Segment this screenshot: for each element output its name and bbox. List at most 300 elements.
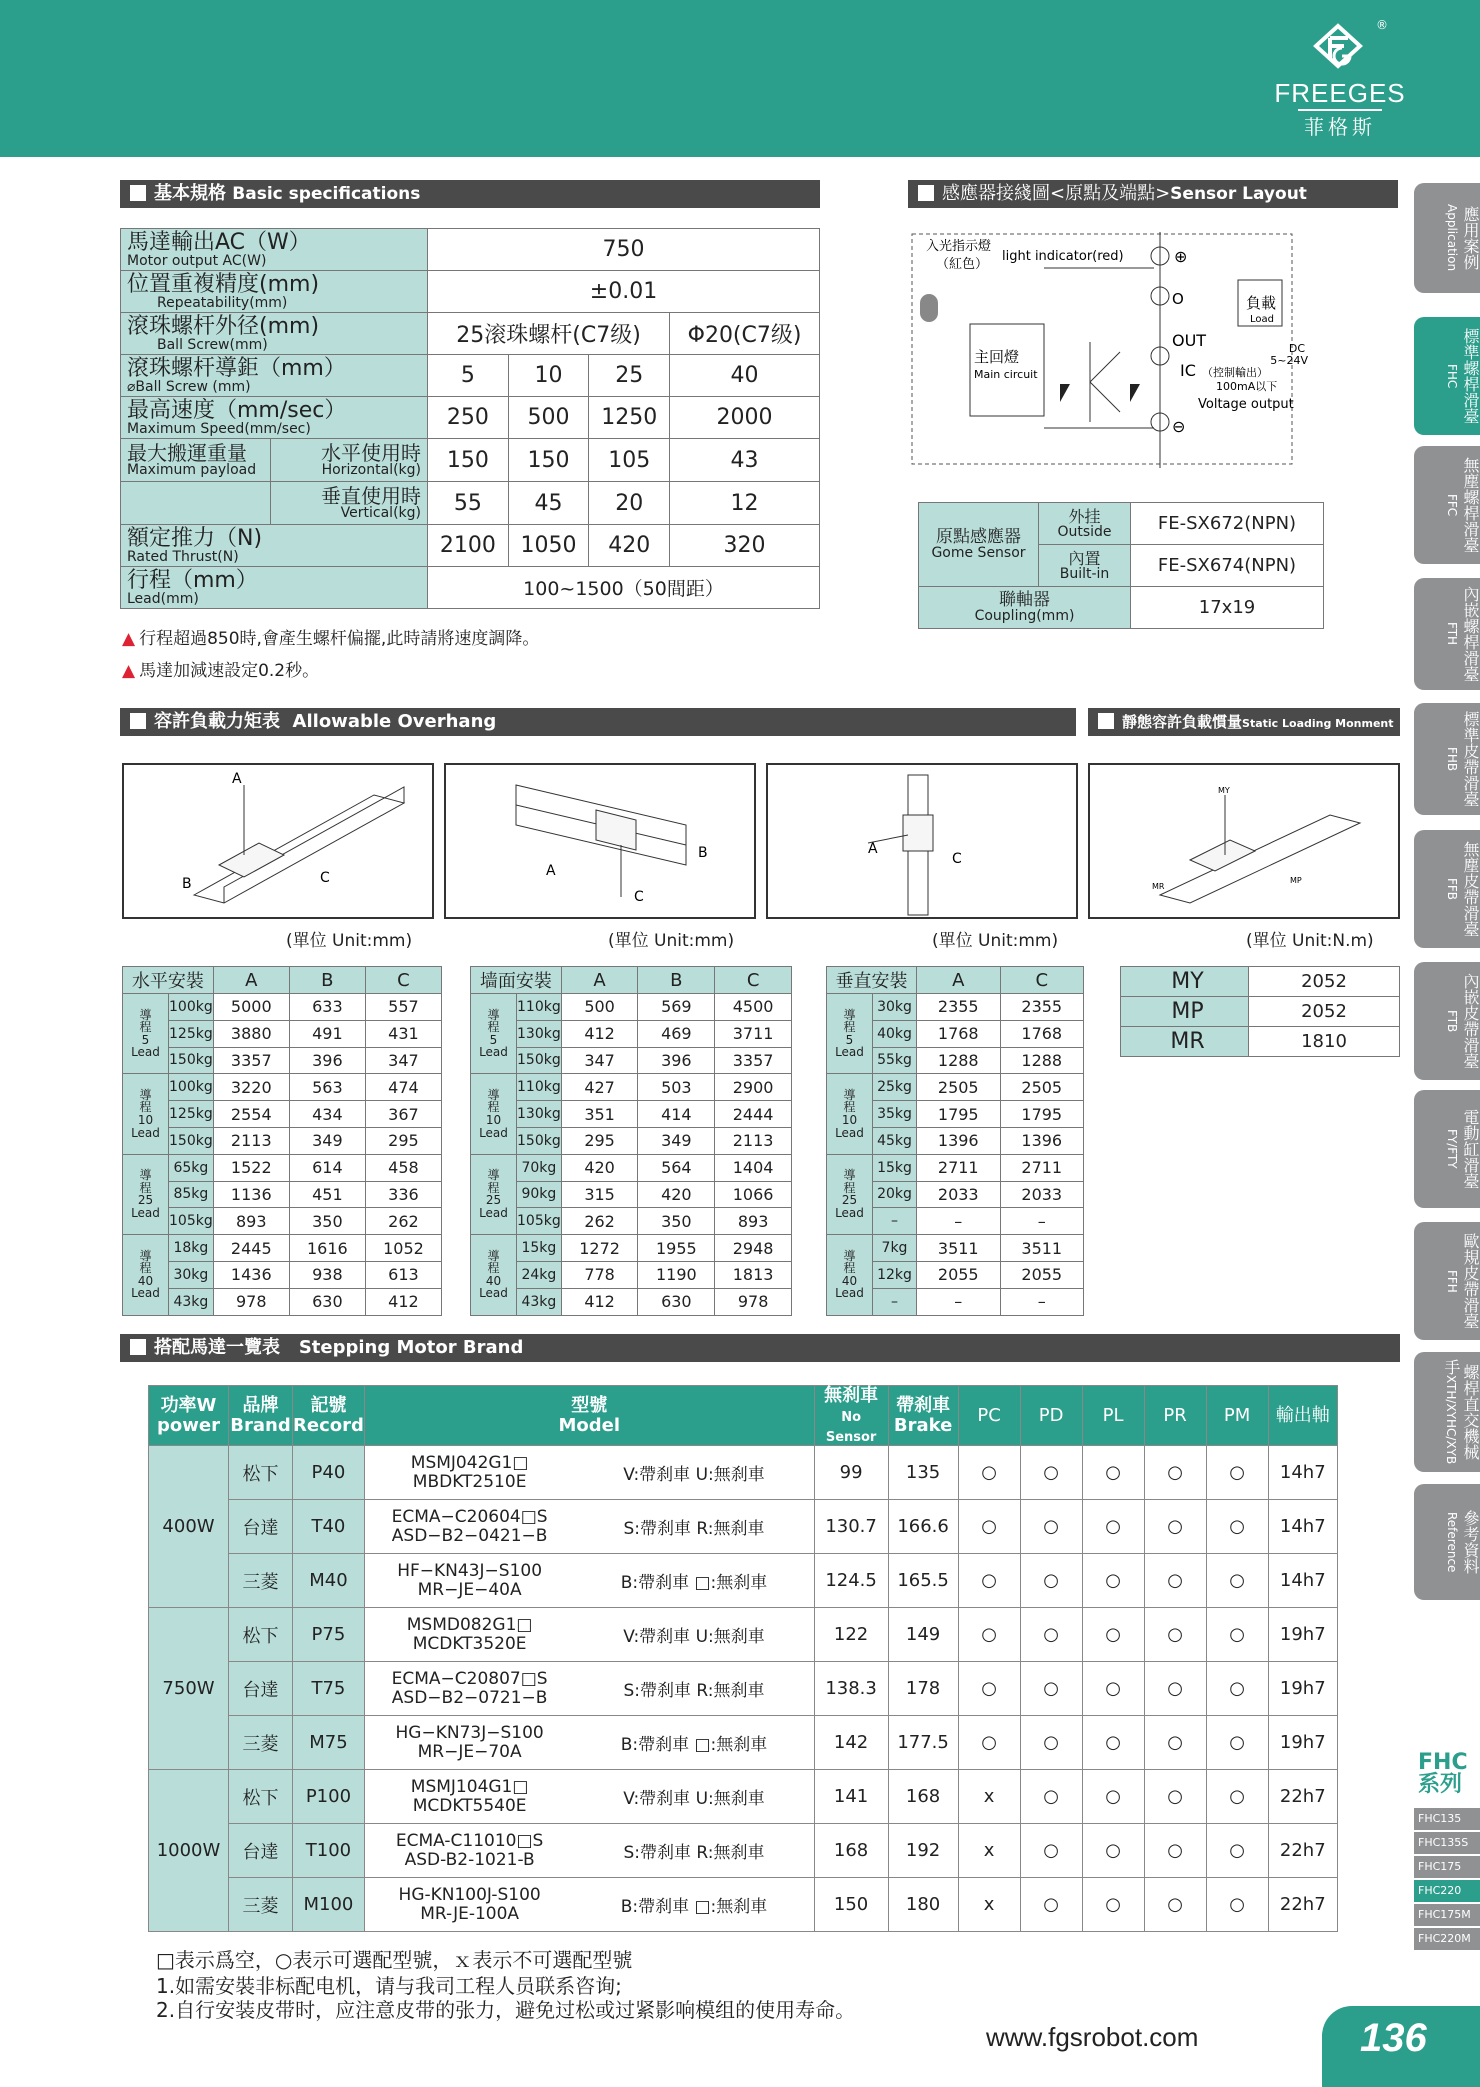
sensor-wiring-diagram [910,232,1310,468]
spec-label-lead: 滾珠螺杆導鉅（mm） ⌀Ball Screw (mm) [121,355,428,397]
overhang-row [123,1127,442,1154]
spec-thrust-cell: 2100 [428,525,509,567]
no-sensor-cell: 130.7 [814,1500,888,1554]
static-mr-label: MR [1121,1027,1249,1057]
model-cell: HG−KN73J−S100 MR−JE−70A [364,1716,574,1770]
overhang-header-cell: B [289,967,365,994]
spec-payload-h-cell: 43 [670,439,820,482]
motor-row [149,1716,1338,1770]
model-cell: HF−KN43J−S100 MR−JE−40A [364,1554,574,1608]
option-cell: x [958,1824,1020,1878]
overhang-header-cell: C [715,967,792,994]
load-cell: 105kg [517,1208,562,1235]
moment-cell: 420 [561,1154,638,1181]
load-cell: 150kg [517,1127,562,1154]
load-cell: 12kg [873,1261,917,1288]
load-cell: 55kg [873,1047,917,1074]
sensor-coupling-label: 聯軸器 Coupling(mm) [919,587,1131,629]
option-cell: ○ [1206,1554,1268,1608]
moment-cell: 569 [638,994,715,1021]
motor-legend: □表示爲空，○表示可選配型號，ｘ表示不可選配型號 [156,1948,633,1972]
moment-cell: 262 [365,1208,441,1235]
brand-name-en: FREEGES [1274,78,1406,108]
motor-row [149,1824,1338,1878]
overhang-row [123,1074,442,1101]
moment-cell: 3711 [715,1020,792,1047]
page-number: 136 [1360,2016,1427,2060]
registered-mark: ® [1376,18,1388,32]
moment-cell: 1436 [213,1261,289,1288]
brake-code-cell: V:帶刹車 U:無刹車 [574,1446,814,1500]
moment-cell: 503 [638,1074,715,1101]
sensor-coupling-value: 17x19 [1131,587,1324,629]
overhang-header-row [471,967,792,994]
overhang-row [123,1261,442,1288]
moment-cell: 1190 [638,1261,715,1288]
option-cell: ○ [1144,1500,1206,1554]
option-cell: ○ [1206,1446,1268,1500]
option-cell: ○ [958,1716,1020,1770]
overhang-header-cell: A [917,967,1001,994]
side-tab-reference[interactable]: 參考資料Reference [1414,1484,1480,1600]
model-cell: MSMJ104G1□ MCDKT5540E [364,1770,574,1824]
overhang-row [471,994,792,1021]
wall-mount-diagram [444,763,756,919]
moment-cell: 349 [638,1127,715,1154]
option-cell: ○ [1144,1554,1206,1608]
overhang-row [471,1047,792,1074]
motor-row [149,1554,1338,1608]
header-band [0,0,1480,157]
spec-label-ballod: 滾珠螺杆外径(mm) Ball Screw(mm) [121,313,428,355]
moment-cell: 396 [638,1047,715,1074]
col-pr: PR [1144,1386,1206,1446]
moment-cell: 434 [289,1101,365,1128]
spec-label-speed: 最高速度（mm/sec） Maximum Speed(mm/sec) [121,397,428,439]
moment-cell: 2554 [213,1101,289,1128]
side-tab-fy-fty[interactable]: 電動缸滑臺FY/FTY [1414,1090,1480,1208]
col-brake: 帶刹車 Brake [888,1386,958,1446]
option-cell: ○ [1206,1824,1268,1878]
svg-text:入光指示燈: 入光指示燈 [926,239,992,254]
motor-header-row [149,1386,1338,1446]
series-title: FHC 系列 [1418,1750,1468,1797]
brand-cell: 三菱 [229,1878,293,1932]
lead-label: 導 程 10 Lead [471,1074,517,1154]
moment-cell: 2355 [917,994,1001,1021]
svg-text:A: A [868,841,878,857]
moment-cell: 633 [289,994,365,1021]
svg-text:B: B [182,876,192,892]
motor-row [149,1662,1338,1716]
svg-text:DC: DC [1288,342,1305,355]
side-tab-xth-xyhc-xyb[interactable]: 螺桿直交機械手XTH/XYHC/XYB [1414,1352,1480,1472]
side-tab-fth[interactable]: 內嵌螺桿滑臺FTH [1414,578,1480,690]
side-tab-application[interactable]: 應用案例Application [1414,183,1480,293]
static-mp-label: MP [1121,997,1249,1027]
lead-label: 導 程 5 Lead [471,994,517,1074]
spec-payload-v-cell: 55 [428,482,509,525]
warning-triangle-icon: ▲ [122,629,136,649]
motor-note-2: 2.自行安装皮带时，应注意皮带的张力，避免过松或过紧影响模组的使用寿命。 [156,1998,856,2022]
horizontal-overhang-table [122,966,442,1316]
svg-text:MP: MP [1290,876,1302,885]
moment-cell: 295 [561,1127,638,1154]
load-cell: 130kg [517,1020,562,1047]
shaft-cell: 22h7 [1268,1878,1337,1932]
moment-cell: 2033 [917,1181,1001,1208]
option-cell: ○ [1082,1662,1144,1716]
motor-row [149,1446,1338,1500]
moment-cell: 427 [561,1074,638,1101]
overhang-header-row [827,967,1084,994]
spec-label-rep: 位置重複精度(mm) Repeatability(mm) [121,271,428,313]
sensor-table [918,502,1324,629]
overhang-row [123,1181,442,1208]
load-cell: 24kg [517,1261,562,1288]
overhang-row [827,1154,1084,1181]
option-cell: ○ [1082,1770,1144,1824]
col-no-sensor: 無刹車 No Sensor [814,1386,888,1446]
spec-payload-v-cell: 45 [508,482,589,525]
static-mp-value: 2052 [1249,997,1400,1027]
moment-cell: – [1000,1288,1084,1315]
brand-name-cn: 菲格斯 [1298,109,1382,140]
moment-cell: 469 [638,1020,715,1047]
no-sensor-cell: 168 [814,1824,888,1878]
lead-label: 導 程 25 Lead [123,1154,169,1234]
series-item[interactable]: FHC220 [1414,1880,1480,1902]
load-cell: 65kg [169,1154,214,1181]
motor-row [149,1878,1338,1932]
unit-label-vertical: (單位 Unit:mm) [932,931,1059,951]
brake-code-cell: V:帶刹車 U:無刹車 [574,1608,814,1662]
moment-cell: 1955 [638,1235,715,1262]
moment-cell: 396 [289,1047,365,1074]
moment-cell: 351 [561,1101,638,1128]
moment-cell: 1768 [917,1020,1001,1047]
option-cell: ○ [1144,1824,1206,1878]
moment-cell: 3511 [1000,1235,1084,1262]
brake-code-cell: S:帶刹車 R:無刹車 [574,1500,814,1554]
moment-cell: 1396 [1000,1127,1084,1154]
moment-cell: 2900 [715,1074,792,1101]
overhang-row [471,1154,792,1181]
no-sensor-cell: 150 [814,1878,888,1932]
spec-label-motor: 馬達輸出AC（W） Motor output AC(W) [121,229,428,271]
load-cell: 110kg [517,994,562,1021]
series-item[interactable]: FHC135 [1414,1808,1480,1830]
static-moment-table [1120,966,1400,1057]
col-pm: PM [1206,1386,1268,1446]
moment-cell: 1272 [561,1235,638,1262]
load-cell: 30kg [873,994,917,1021]
brake-code-cell: B:帶刹車 □:無刹車 [574,1716,814,1770]
option-cell: ○ [1082,1824,1144,1878]
series-item[interactable]: FHC135S [1414,1832,1480,1854]
moment-cell: 3357 [715,1047,792,1074]
moment-cell: 564 [638,1154,715,1181]
load-cell: 25kg [873,1074,917,1101]
no-sensor-cell: 122 [814,1608,888,1662]
option-cell: ○ [1020,1446,1082,1500]
sensor-outside-label: 外挂 Outside [1039,503,1131,545]
moment-cell: 2113 [715,1127,792,1154]
moment-cell: 2445 [213,1235,289,1262]
motor-row [149,1500,1338,1554]
moment-cell: 1616 [289,1235,365,1262]
brake-cell: 166.6 [888,1500,958,1554]
brand-cell: 台達 [229,1500,293,1554]
model-cell: MSMD082G1□ MCDKT3520E [364,1608,574,1662]
side-tab-ftb[interactable]: 內嵌皮帶滑臺FTB [1414,962,1480,1080]
moment-cell: 3220 [213,1074,289,1101]
static-my-label: MY [1121,967,1249,997]
svg-text:B: B [698,845,708,861]
brand-cell: 台達 [229,1662,293,1716]
load-cell: 110kg [517,1074,562,1101]
moment-cell: 474 [365,1074,441,1101]
overhang-row [471,1208,792,1235]
brake-code-cell: B:帶刹車 □:無刹車 [574,1554,814,1608]
moment-cell: – [917,1208,1001,1235]
section-square-icon [130,713,146,729]
spec-payload-h-cell: 150 [428,439,509,482]
moment-cell: 3880 [213,1020,289,1047]
svg-text:light indicator(red): light indicator(red) [1002,249,1124,264]
lead-label: 導 程 5 Lead [123,994,169,1074]
moment-cell: 630 [289,1288,365,1315]
model-cell: MSMJ042G1□ MBDKT2510E [364,1446,574,1500]
overhang-header-cell: A [213,967,289,994]
spec-label-payload-v: 垂直使用時 Vertical(kg) [121,482,428,525]
svg-text:C: C [320,870,330,886]
moment-cell: 778 [561,1261,638,1288]
lead-label: 導 程 40 Lead [123,1235,169,1315]
warning-triangle-icon: ▲ [122,661,136,681]
option-cell: ○ [1082,1716,1144,1770]
option-cell: ○ [1020,1500,1082,1554]
svg-text:Main circuit: Main circuit [974,368,1038,381]
option-cell: ○ [958,1608,1020,1662]
overhang-header-cell: C [365,967,441,994]
svg-text:⊕: ⊕ [1174,247,1188,266]
moment-cell: 458 [365,1154,441,1181]
moment-cell: 557 [365,994,441,1021]
spec-payload-v-cell: 20 [589,482,670,525]
moment-cell: 563 [289,1074,365,1101]
no-sensor-cell: 124.5 [814,1554,888,1608]
overhang-header-cell: 水平安裝 [123,967,214,994]
moment-cell: 1136 [213,1181,289,1208]
brand-cell: 台達 [229,1824,293,1878]
section-square-icon [130,185,146,201]
moment-cell: 5000 [213,994,289,1021]
static-title-bar: 靜態容許負載慣量Static Loading Monment [1088,708,1400,736]
spec-payload-h-cell: 105 [589,439,670,482]
record-cell: M40 [293,1554,365,1608]
moment-cell: 412 [365,1288,441,1315]
moment-cell: 4500 [715,994,792,1021]
option-cell: ○ [1206,1770,1268,1824]
option-cell: ○ [1144,1716,1206,1770]
load-cell: 35kg [873,1101,917,1128]
lead-label: 導 程 40 Lead [471,1235,517,1315]
spec-label-thrust: 額定推力（N) Rated Thrust(N) [121,525,428,567]
moment-cell: 2711 [1000,1154,1084,1181]
vertical-overhang-table [826,966,1084,1316]
moment-cell: 500 [561,994,638,1021]
no-sensor-cell: 141 [814,1770,888,1824]
side-tab-ffh[interactable]: 歐規皮帶滑臺FFH [1414,1222,1480,1340]
moment-cell: 2055 [917,1261,1001,1288]
moment-cell: 431 [365,1020,441,1047]
section-square-icon [1098,713,1114,729]
static-my-value: 2052 [1249,967,1400,997]
static-moment-diagram [1088,763,1400,919]
record-cell: P40 [293,1446,365,1500]
moment-cell: 1288 [1000,1047,1084,1074]
power-cell: 400W [149,1446,229,1608]
svg-text:（紅色）: （紅色） [936,257,989,272]
footer-url[interactable]: www.fgsrobot.com [986,2022,1199,2052]
no-sensor-cell: 99 [814,1446,888,1500]
option-cell: ○ [958,1554,1020,1608]
moment-cell: 451 [289,1181,365,1208]
moment-cell: 414 [638,1101,715,1128]
moment-cell: 491 [289,1020,365,1047]
load-cell: 125kg [169,1101,214,1128]
option-cell: ○ [1144,1662,1206,1716]
svg-text:⊖: ⊖ [1172,417,1186,436]
sensor-origin-label: 原點感應器 Gome Sensor [919,503,1039,587]
spec-speed-cell: 1250 [589,397,670,439]
load-cell: 125kg [169,1020,214,1047]
overhang-row [471,1074,792,1101]
option-cell: ○ [1082,1500,1144,1554]
brand-cell: 松下 [229,1608,293,1662]
side-tab-ffc[interactable]: 無塵螺桿滑臺FFC [1414,446,1480,564]
spec-payload-h-cell: 150 [508,439,589,482]
brake-code-cell: S:帶刹車 R:無刹車 [574,1824,814,1878]
record-cell: T75 [293,1662,365,1716]
col-brand: 品牌 Brand [229,1386,293,1446]
series-item[interactable]: FHC175 [1414,1856,1480,1878]
shaft-cell: 14h7 [1268,1554,1337,1608]
load-cell: 150kg [169,1127,214,1154]
col-record: 記號 Record [293,1386,365,1446]
spec-thrust-cell: 420 [589,525,670,567]
col-power: 功率W power [149,1386,229,1446]
overhang-header-cell: 墙面安裝 [471,967,562,994]
record-cell: M100 [293,1878,365,1932]
model-cell: ECMA-C11010□S ASD-B2-1021-B [364,1824,574,1878]
spec-label-payload-h: 最大搬運重量 Maximum payload 水平使用時 Horizontal(kg) [121,439,428,482]
moment-cell: – [917,1288,1001,1315]
load-cell: – [873,1288,917,1315]
spec-speed-cell: 500 [508,397,589,439]
overhang-row [471,1288,792,1315]
load-cell: 85kg [169,1181,214,1208]
moment-cell: 630 [638,1288,715,1315]
lead-label: 導 程 10 Lead [123,1074,169,1154]
option-cell: ○ [1020,1770,1082,1824]
moment-cell: 2505 [917,1074,1001,1101]
series-item[interactable]: FHC220M [1414,1928,1480,1950]
svg-text:O: O [1172,290,1184,308]
moment-cell: 336 [365,1181,441,1208]
brand-cell: 松下 [229,1770,293,1824]
option-cell: ○ [1082,1446,1144,1500]
basic-title-en: Basic specifications [232,184,421,204]
svg-text:負載: 負載 [1246,294,1277,312]
svg-text:A: A [546,863,556,879]
load-cell: 43kg [517,1288,562,1315]
overhang-row [123,994,442,1021]
moment-cell: 262 [561,1208,638,1235]
moment-cell: 2033 [1000,1181,1084,1208]
col-pc: PC [958,1386,1020,1446]
basic-note-2: ▲ 馬達加減速設定0.2秒。 [122,661,320,681]
spec-thrust-cell: 1050 [508,525,589,567]
svg-text:C: C [952,851,962,867]
brake-cell: 135 [888,1446,958,1500]
wall-overhang-table [470,966,792,1316]
overhang-row [123,1235,442,1262]
load-cell: 70kg [517,1154,562,1181]
brake-cell: 178 [888,1662,958,1716]
moment-cell: 347 [365,1047,441,1074]
spec-motor-value: 750 [428,229,820,271]
horizontal-mount-diagram [122,763,434,919]
model-cell: ECMA−C20807□S ASD−B2−0721−B [364,1662,574,1716]
brake-cell: 168 [888,1770,958,1824]
lead-label: 導 程 40 Lead [827,1235,873,1315]
freeges-logo [1270,18,1410,148]
moment-cell: 420 [638,1181,715,1208]
side-tab-fhb[interactable]: 標準皮帶滑臺FHB [1414,703,1480,815]
overhang-header-cell: 垂直安裝 [827,967,917,994]
unit-label-static: (單位 Unit:N.m) [1246,931,1374,951]
overhang-header-cell: B [638,967,715,994]
record-cell: P100 [293,1770,365,1824]
series-item[interactable]: FHC175M [1414,1904,1480,1926]
moment-cell: 2055 [1000,1261,1084,1288]
moment-cell: 978 [213,1288,289,1315]
option-cell: ○ [1144,1878,1206,1932]
spec-ballod-value2: Φ20(C7级) [670,313,820,355]
spec-lead-cell: 10 [508,355,589,397]
option-cell: ○ [958,1500,1020,1554]
load-cell: 43kg [169,1288,214,1315]
unit-label-horizontal: (單位 Unit:mm) [286,931,413,951]
option-cell: ○ [1020,1824,1082,1878]
shaft-cell: 22h7 [1268,1824,1337,1878]
moment-cell: 978 [715,1288,792,1315]
moment-cell: 893 [715,1208,792,1235]
record-cell: P75 [293,1608,365,1662]
moment-cell: 347 [561,1047,638,1074]
option-cell: ○ [1020,1554,1082,1608]
side-tab-fhc[interactable]: 標準螺桿滑臺FHC [1414,317,1480,435]
overhang-row [123,1208,442,1235]
option-cell: ○ [958,1446,1020,1500]
overhang-row [827,1235,1084,1262]
moment-cell: 1795 [917,1101,1001,1128]
side-tab-ffb[interactable]: 無塵皮帶滑臺FFB [1414,830,1480,948]
section-square-icon [918,185,934,201]
overhang-row [827,1074,1084,1101]
